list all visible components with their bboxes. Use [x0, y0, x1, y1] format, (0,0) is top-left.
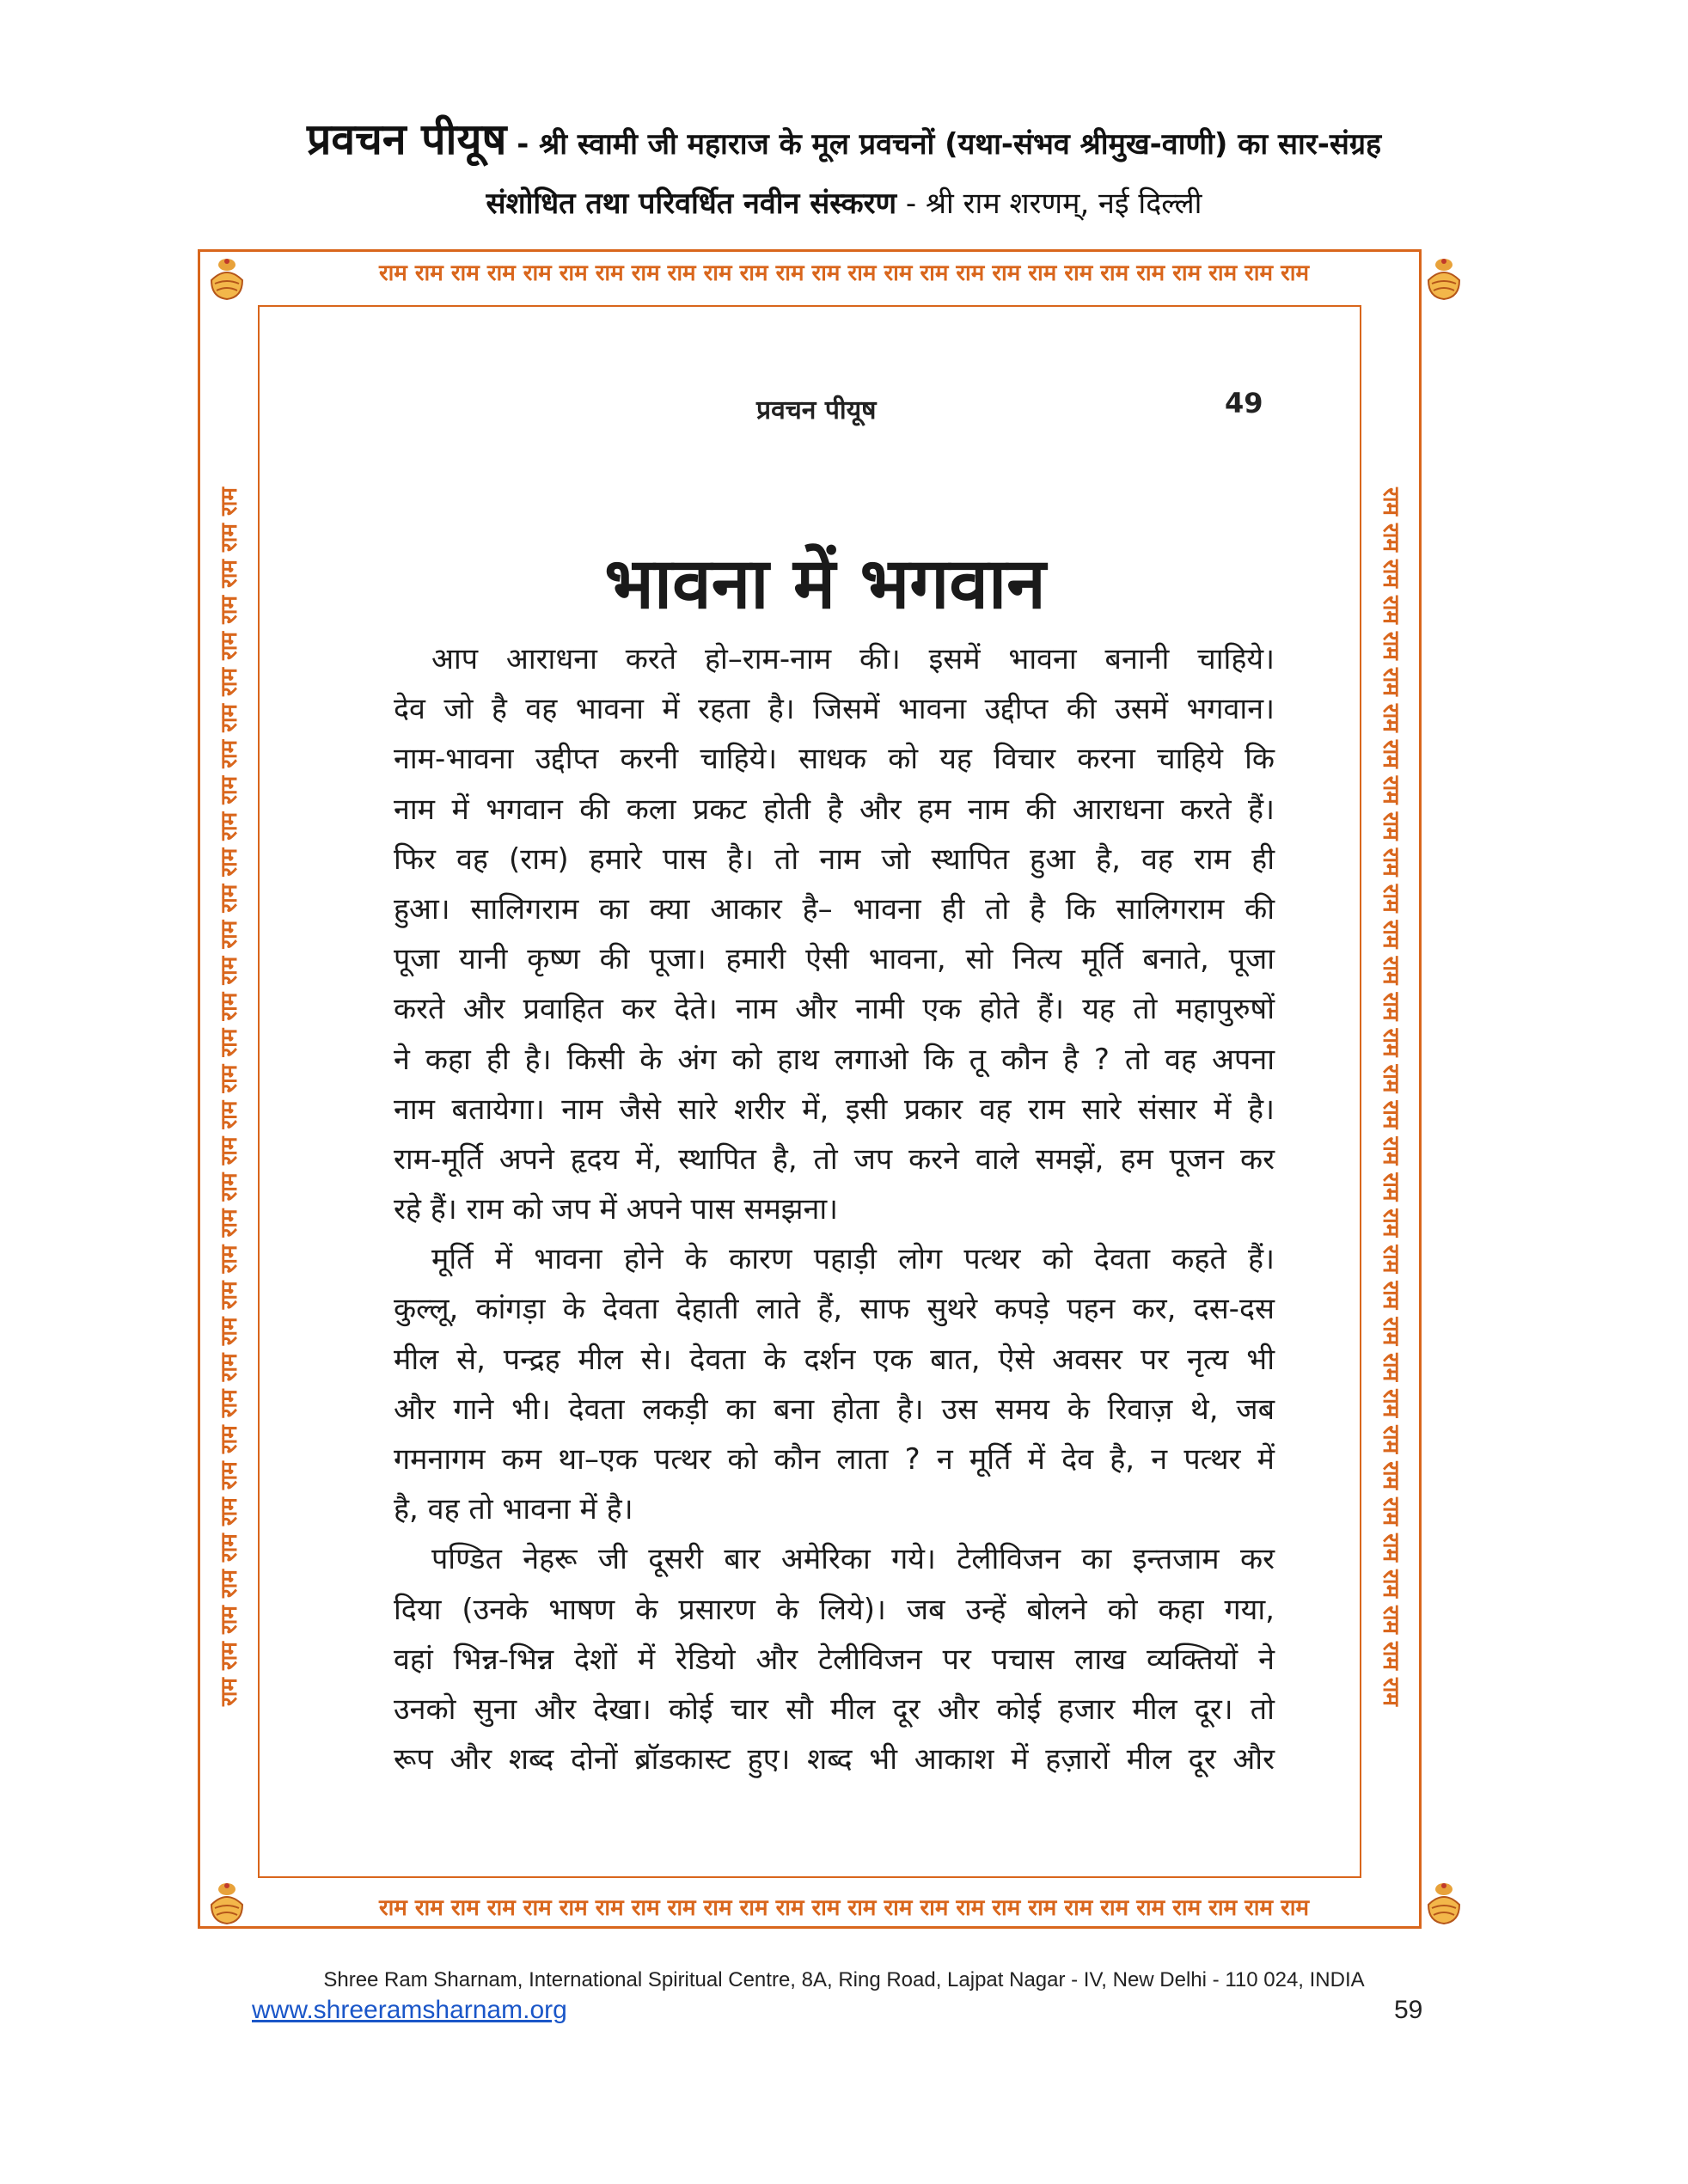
ram-border-left: [211, 323, 245, 1870]
text-line: उनको सुना और देखा। कोई चार सौ मील दूर और कोई हजार मील दूर। तो: [394, 1692, 1275, 1727]
book-subtitle: - श्री स्वामी जी महाराज के मूल प्रवचनों (यथा-संभव श्रीमुख-वाणी) का सार-संग्रह: [506, 127, 1382, 162]
text-line: पण्डित नेहरू जी दूसरी बार अमेरिका गये। टेलीविजन का इन्तजाम कर: [431, 1542, 1275, 1577]
footer-page-number: 59: [1394, 1996, 1423, 2024]
edition-label: संशोधित तथा परिवर्धित नवीन संस्करण: [486, 187, 897, 221]
publisher-label: - श्री राम शरणम्, नई दिल्ली: [896, 187, 1202, 221]
text-line: कुल्लू, कांगड़ा के देवता देहाती लाते हैं, साफ सुथरे कपड़े पहन कर, दस-दस: [394, 1292, 1275, 1327]
kalash-icon: [1420, 254, 1468, 303]
text-line: आप आराधना करते हो–राम-नाम की। इसमें भावना बनानी चाहिये।: [431, 642, 1275, 676]
ram-border-bottom: राम राम राम राम राम राम राम राम राम राम राम राम राम राम राम राम राम राम राम राम राम राम राम राम राम राम: [378, 1895, 1310, 1921]
text-line: हुआ। सालिगराम का क्या आकार है– भावना ही तो है कि सालिगराम की: [394, 891, 1275, 927]
text-line: नाम-भावना उद्दीप्त करनी चाहिये। साधक को यह विचार करना चाहिये कि: [394, 742, 1275, 777]
text-line: गमनागम कम था–एक पत्थर को कौन लाता ? न मूर्ति में देव है, न पत्थर में: [394, 1442, 1275, 1477]
text-line: रहे हैं। राम को जप में अपने पास समझना।: [394, 1192, 839, 1227]
text-line: राम-मूर्ति अपने हृदय में, स्थापित है, तो जप करने वाले समझें, हम पूजन कर: [394, 1141, 1275, 1177]
ram-border-right-text: राम राम राम राम राम राम राम राम राम राम राम राम राम राम राम राम राम राम राम राम राम राम राम राम राम राम राम राम राम राम राम राम राम राम: [1378, 487, 1404, 1706]
text-line: नाम में भगवान की कला प्रकट होती है और हम नाम की आराधना करते हैं।: [394, 792, 1275, 827]
website-link[interactable]: www.shreeramsharnam.org: [252, 1996, 567, 2024]
ram-border-top: राम राम राम राम राम राम राम राम राम राम राम राम राम राम राम राम राम राम राम राम राम राम राम राम राम राम: [378, 260, 1310, 286]
text-line: रूप और शब्द दोनों ब्रॉडकास्ट हुए। शब्द भी आकाश में हज़ारों मील दूर और: [394, 1742, 1275, 1777]
book-title: प्रवचन पीयूष: [306, 114, 507, 164]
kalash-icon: [203, 1879, 251, 1927]
text-line: दिया (उनके भाषण के प्रसारण के लिये)। जब उन्हें बोलने को कहा गया,: [394, 1592, 1275, 1627]
text-line: और गाने भी। देवता लकड़ी का बना होता है। उस समय के रिवाज़ थे, जब: [394, 1392, 1275, 1427]
text-line: है, वह तो भावना में है।: [394, 1492, 633, 1527]
text-line: करते और प्रवाहित कर देते। नाम और नामी एक होते हैं। यह तो महापुरुषों: [394, 992, 1275, 1027]
text-line: वहां भिन्न-भिन्न देशों में रेडियो और टेलीविजन पर पचास लाख व्यक्तियों ने: [394, 1642, 1275, 1677]
text-line: फिर वह (राम) हमारे पास है। तो नाम जो स्थापित हुआ है, वह राम ही: [394, 841, 1275, 877]
footer-address: Shree Ram Sharnam, International Spiritual Centre, 8A, Ring Road, Lajpat Nagar - IV, New Delhi - 110 024, INDIA: [323, 1968, 1365, 1991]
text-line: मील से, पन्द्रह मील से। देवता के दर्शन एक बात, ऐसे अवसर पर नृत्य भी: [394, 1342, 1275, 1377]
kalash-icon: [203, 254, 251, 303]
body-text: [394, 634, 1275, 1784]
text-line: मूर्ति में भावना होने के कारण पहाड़ी लोग पत्थर को देवता कहते हैं।: [431, 1242, 1275, 1277]
ram-border-left-text: राम राम राम राम राम राम राम राम राम राम राम राम राम राम राम राम राम राम राम राम राम राम राम राम राम राम राम राम राम राम राम राम राम राम: [217, 487, 242, 1706]
ram-border-right: [1375, 323, 1410, 1870]
text-line: पूजा यानी कृष्ण की पूजा। हमारी ऐसी भावना, सो नित्य मूर्ति बनाते, पूजा: [394, 942, 1275, 977]
text-line: नाम बतायेगा। नाम जैसे सारे शरीर में, इसी प्रकार वह राम सारे संसार में है।: [394, 1092, 1275, 1127]
chapter-title: भावना में भगवान: [604, 543, 1046, 625]
text-line: ने कहा ही है। किसी के अंग को हाथ लगाओ कि तू कौन है ? तो वह अपना: [394, 1042, 1275, 1077]
document-header-edition-line: [0, 182, 1688, 222]
running-head: प्रवचन पीयूष: [756, 395, 877, 425]
kalash-icon: [1420, 1879, 1468, 1927]
document-header-title-line: [0, 108, 1688, 167]
inner-page-number: 49: [1225, 387, 1263, 419]
text-line: देव जो है वह भावना में रहता है। जिसमें भावना उद्दीप्त की उसमें भगवान।: [394, 692, 1275, 727]
